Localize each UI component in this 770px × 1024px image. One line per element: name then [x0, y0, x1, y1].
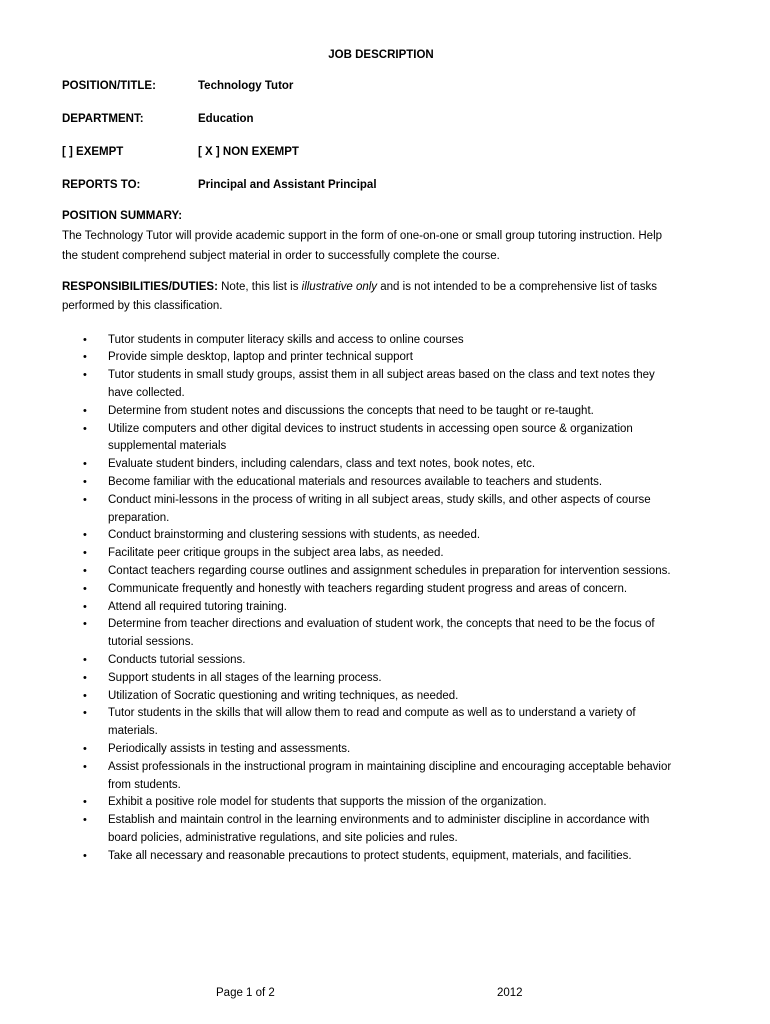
- duty-text: Contact teachers regarding course outlines and assignment schedules in preparation for intervention sessions.: [108, 564, 671, 577]
- field-reports-to: [62, 177, 680, 210]
- bullet-icon: •: [83, 742, 87, 755]
- bullet-icon: •: [83, 671, 87, 684]
- bullet-icon: •: [83, 529, 87, 542]
- field-label: POSITION/TITLE:: [62, 79, 156, 92]
- responsibilities-paragraph: [62, 278, 680, 316]
- bullet-icon: •: [83, 422, 87, 435]
- duty-text: Attend all required tutoring training.: [108, 600, 287, 613]
- duty-text: Assist professionals in the instructional program in maintaining discipline and encouraging acceptable behavior from students.: [108, 760, 672, 791]
- duty-item: [62, 527, 680, 545]
- responsibilities-note-end: and is not intended to be a comprehensive list of tasks performed by this classification.: [62, 280, 658, 312]
- bullet-icon: •: [83, 618, 87, 631]
- duty-item: [62, 652, 680, 670]
- duty-item: [62, 848, 680, 866]
- duty-text: Become familiar with the educational materials and resources available to teachers and students.: [108, 476, 603, 488]
- duty-text: Tutor students in the skills that will allow them to read and compute as well as to understand a variety of materials.: [108, 707, 636, 738]
- duty-text: Utilization of Socratic questioning and writing techniques, as needed.: [108, 689, 459, 702]
- field-position-title: [62, 78, 680, 111]
- duty-text: Conduct brainstorming and clustering sessions with students, as needed.: [108, 529, 481, 542]
- duty-text: Exhibit a positive role model for students that supports the mission of the organization.: [108, 796, 547, 809]
- bullet-icon: •: [83, 333, 87, 346]
- field-exempt-status: [62, 144, 680, 177]
- duty-text: Conducts tutorial sessions.: [108, 653, 246, 666]
- field-value: Technology Tutor: [198, 79, 294, 92]
- bullet-icon: •: [83, 564, 87, 577]
- duty-item: [62, 670, 680, 688]
- bullet-icon: •: [83, 707, 87, 720]
- duty-item: [62, 705, 680, 741]
- duty-text: Determine from teacher directions and evaluation of student work, the concepts that need to be the focus of tutorial sessions.: [108, 618, 655, 649]
- field-department: [62, 111, 680, 144]
- duty-item: [62, 492, 680, 528]
- bullet-icon: •: [83, 404, 87, 417]
- bullet-icon: •: [83, 849, 87, 862]
- bullet-icon: •: [83, 351, 87, 364]
- bullet-icon: •: [83, 458, 87, 471]
- duty-item: [62, 581, 680, 599]
- duty-item: [62, 474, 680, 492]
- duty-text: Communicate frequently and honestly with teachers regarding student progress and areas of concern.: [108, 582, 628, 595]
- duty-item: [62, 794, 680, 812]
- field-label: [ ] EXEMPT: [62, 145, 124, 158]
- duty-text: Determine from student notes and discussions the concepts that need to be taught or re-taught.: [108, 404, 594, 417]
- duty-text: Evaluate student binders, including calendars, class and text notes, book notes, etc.: [108, 458, 536, 471]
- document-title: JOB DESCRIPTION: [328, 49, 434, 61]
- duty-item: [62, 563, 680, 581]
- summary-text: The Technology Tutor will provide academic support in the form of one-on-one or small group tutoring instruction. Help the student comprehend subject material in order to successfully complete the course.: [62, 229, 663, 262]
- responsibilities-heading: RESPONSIBILITIES/DUTIES:: [62, 280, 218, 293]
- bullet-icon: •: [83, 689, 87, 702]
- duties-list: [62, 332, 680, 866]
- duty-item: [62, 403, 680, 421]
- field-label: REPORTS TO:: [62, 178, 141, 191]
- field-value: [ X ] NON EXEMPT: [198, 145, 299, 158]
- duty-text: Provide simple desktop, laptop and printer technical support: [108, 351, 413, 364]
- duty-text: Establish and maintain control in the learning environments and to administer discipline in accordance with board policies, administrative regulations, and site policies and rules.: [108, 814, 650, 844]
- duty-text: Utilize computers and other digital devices to instruct students in accessing open source & organization supplemental materials: [108, 422, 633, 453]
- responsibilities-note: Note, this list is: [217, 280, 302, 293]
- responsibilities-note-italic: illustrative only: [301, 280, 378, 293]
- field-value: Principal and Assistant Principal: [198, 178, 377, 191]
- duty-item: [62, 349, 680, 367]
- page-number: Page 1 of 2: [216, 987, 275, 999]
- duty-text: Periodically assists in testing and assessments.: [108, 742, 351, 755]
- duty-item: [62, 545, 680, 563]
- duty-item: [62, 616, 680, 652]
- duty-item: [62, 759, 680, 795]
- duty-text: Tutor students in computer literacy skills and access to online courses: [108, 333, 464, 346]
- duty-item: [62, 599, 680, 617]
- bullet-icon: •: [83, 760, 87, 773]
- summary-heading: POSITION SUMMARY:: [62, 209, 183, 222]
- duty-item: [62, 456, 680, 474]
- duty-text: Conduct mini-lessons in the process of writing in all subject areas, study skills, and other aspects of course preparation.: [108, 493, 651, 524]
- bullet-icon: •: [83, 796, 87, 809]
- bullet-icon: •: [83, 814, 87, 827]
- duty-item: [62, 741, 680, 759]
- bullet-icon: •: [83, 582, 87, 595]
- bullet-icon: •: [83, 547, 87, 560]
- bullet-icon: •: [83, 369, 87, 382]
- bullet-icon: •: [83, 493, 87, 506]
- duty-item: [62, 812, 680, 848]
- duty-text: Support students in all stages of the learning process.: [108, 671, 382, 684]
- bullet-icon: •: [83, 476, 87, 488]
- duty-item: [62, 332, 680, 350]
- duty-item: [62, 421, 680, 457]
- duty-item: [62, 688, 680, 706]
- field-value: Education: [198, 112, 254, 125]
- duty-text: Facilitate peer critique groups in the subject area labs, as needed.: [108, 547, 444, 560]
- field-label: DEPARTMENT:: [62, 112, 144, 125]
- footer-year: 2012: [497, 987, 523, 999]
- duty-text: Take all necessary and reasonable precautions to protect students, equipment, materials, and facilities.: [108, 849, 632, 862]
- duty-item: [62, 367, 680, 403]
- bullet-icon: •: [83, 600, 87, 613]
- bullet-icon: •: [83, 653, 87, 666]
- duty-text: Tutor students in small study groups, assist them in all subject areas based on the class and text notes they have collected.: [108, 369, 655, 400]
